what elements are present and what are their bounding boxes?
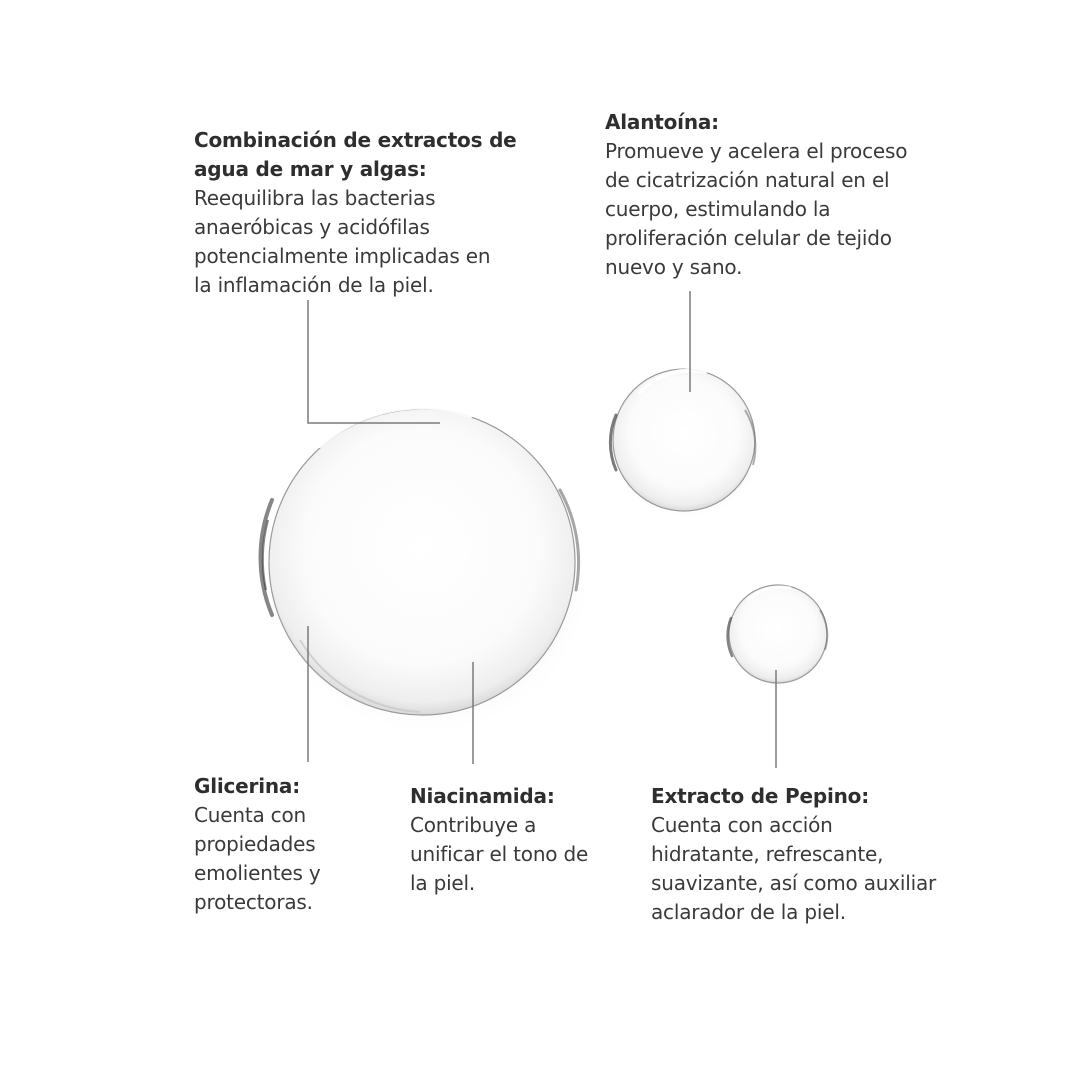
callout-niacinamida-title: Niacinamida: [410,784,555,808]
callout-algas-body: Reequilibra las bacterias anaeróbicas y acidófilas potencialmente implicadas en la inflamación de la piel. [194,186,491,297]
callout-alantoina [605,108,985,282]
callout-algas [194,126,554,300]
small-droplet-icon [728,585,832,687]
callout-pepino-title: Extracto de Pepino: [651,784,870,808]
callout-glicerina-body: Cuenta con propiedades emolientes y protectoras. [194,803,321,914]
callout-glicerina [194,772,394,917]
callout-alantoina-title: Alantoína: [605,110,719,134]
medium-droplet-icon [610,369,762,518]
callout-glicerina-title: Glicerina: [194,774,300,798]
callout-niacinamida-body: Contribuye a unificar el tono de la piel. [410,813,589,895]
callout-algas-title: Combinación de extractos de agua de mar y algas: [194,128,517,181]
callout-niacinamida [410,782,630,898]
large-droplet-icon [261,407,588,732]
callout-pepino [651,782,991,927]
callout-alantoina-body: Promueve y acelera el proceso de cicatrización natural en el cuerpo, estimulando la proliferación celular de tejido nuevo y sano. [605,139,908,279]
callout-pepino-body: Cuenta con acción hidratante, refrescante, suavizante, así como auxiliar aclarador de la piel. [651,813,937,924]
